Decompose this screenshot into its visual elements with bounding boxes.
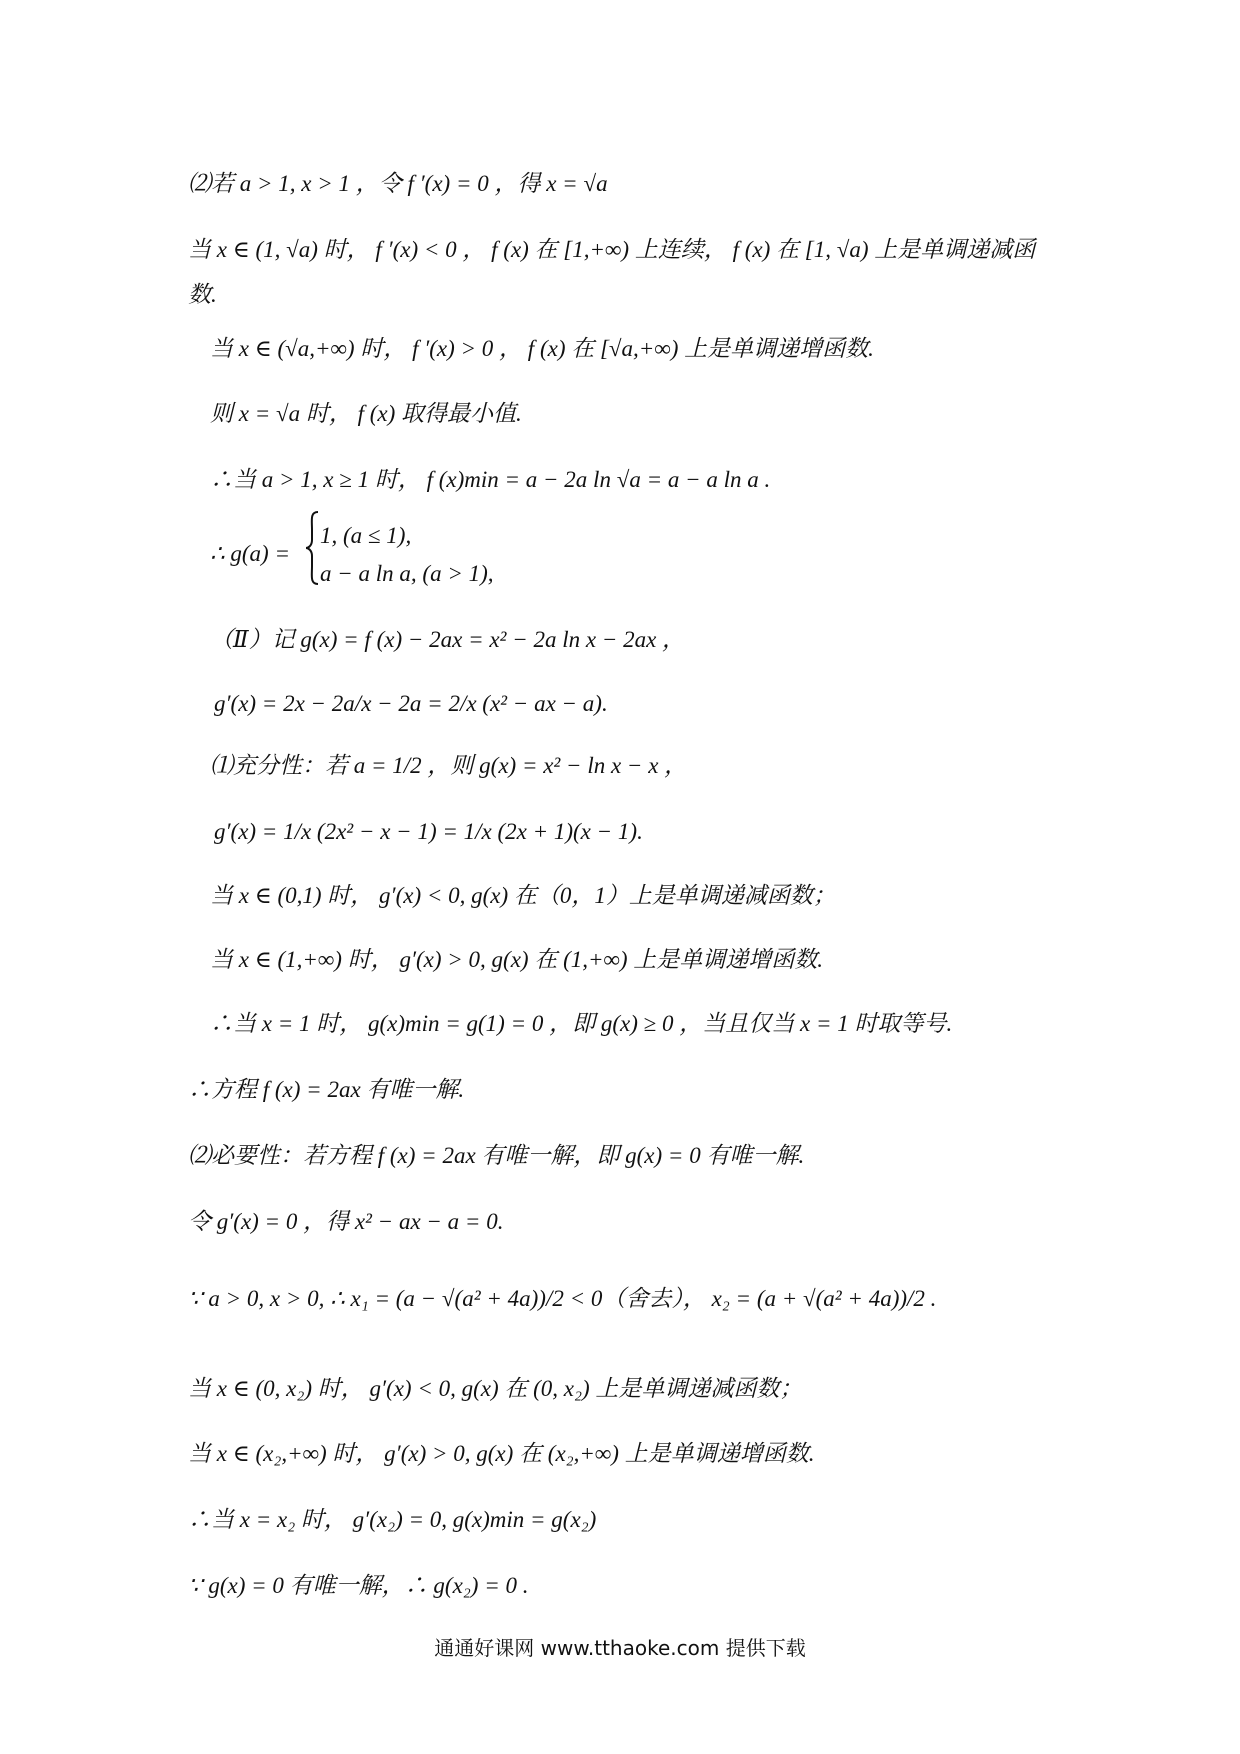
line-unique-solution: ∴方程 f (x) = 2ax 有唯一解. [188, 1077, 465, 1102]
line-sufficiency-decreasing: 当 x ∈ (0,1) 时， g′(x) < 0, g(x) 在（0，1）上是单调递减函数； [210, 883, 836, 908]
line-sufficiency: ⑴充分性：若 a = 1/2 ，则 g(x) = x² − ln x − x ， [210, 753, 688, 778]
line-case2-condition: ⑵若 a > 1, x > 1 ，令 f ′(x) = 0 ，得 x = √a [188, 171, 608, 196]
line-part2-derivative: g′(x) = 2x − 2a/x − 2a = 2/x (x² − ax − a). [214, 691, 608, 716]
line-necessity: ⑵必要性：若方程 f (x) = 2ax 有唯一解，即 g(x) = 0 有唯一解. [188, 1143, 805, 1168]
line-increasing-interval: 当 x ∈ (√a,+∞) 时， f ′(x) > 0 ， f (x) 在 [√a,+∞) 上是单调递增函数. [210, 336, 874, 361]
piecewise-case-1: 1, (a ≤ 1), [320, 523, 412, 548]
page-footer: 通通好课网 www.tthaoke.com 提供下载 [434, 1636, 806, 1660]
line-decreasing-interval: 当 x ∈ (1, √a) 时， f ′(x) < 0 ， f (x) 在 [1,+∞) 上连续， f (x) 在 [1, √a) 上是单调递减函 [188, 237, 1036, 262]
line-sufficiency-derivative: g′(x) = 1/x (2x² − x − 1) = 1/x (2x + 1)(x − 1). [214, 819, 643, 844]
piecewise-case-2: a − a ln a, (a > 1), [320, 561, 494, 586]
line-necessity-minimum: ∴当 x = x₂ 时， g′(x₂) = 0, g(x)min = g(x₂) [188, 1507, 597, 1532]
line-necessity-derivative-zero: 令 g′(x) = 0 ，得 x² − ax − a = 0. [188, 1209, 504, 1234]
line-decreasing-interval-cont: 数. [188, 282, 217, 307]
line-part2-define: （Ⅱ）记 g(x) = f (x) − 2ax = x² − 2a ln x − 2ax ， [210, 627, 686, 652]
line-piecewise-label: ∴ g(a) = [210, 541, 290, 566]
line-minimum-value: ∴当 a > 1, x ≥ 1 时， f (x)min = a − 2a ln √a = a − a ln a . [210, 467, 771, 492]
line-necessity-decreasing: 当 x ∈ (0, x₂) 时， g′(x) < 0, g(x) 在 (0, x₂) 上是单调递减函数； [188, 1376, 803, 1401]
line-necessity-roots: ∵ a > 0, x > 0, ∴ x₁ = (a − √(a² + 4a))/2 < 0（舍去）， x₂ = (a + √(a² + 4a))/2 . [188, 1286, 937, 1311]
line-minimum-point: 则 x = √a 时， f (x) 取得最小值. [210, 401, 522, 426]
line-sufficiency-minimum: ∴当 x = 1 时， g(x)min = g(1) = 0 ，即 g(x) ≥ 0 ，当且仅当 x = 1 时取等号. [210, 1011, 953, 1036]
line-sufficiency-increasing: 当 x ∈ (1,+∞) 时， g′(x) > 0, g(x) 在 (1,+∞) 上是单调递增函数. [210, 947, 824, 972]
line-necessity-increasing: 当 x ∈ (x₂,+∞) 时， g′(x) > 0, g(x) 在 (x₂,+∞) 上是单调递增函数. [188, 1441, 815, 1466]
line-necessity-conclusion: ∵ g(x) = 0 有唯一解，∴ g(x₂) = 0 . [188, 1573, 529, 1598]
